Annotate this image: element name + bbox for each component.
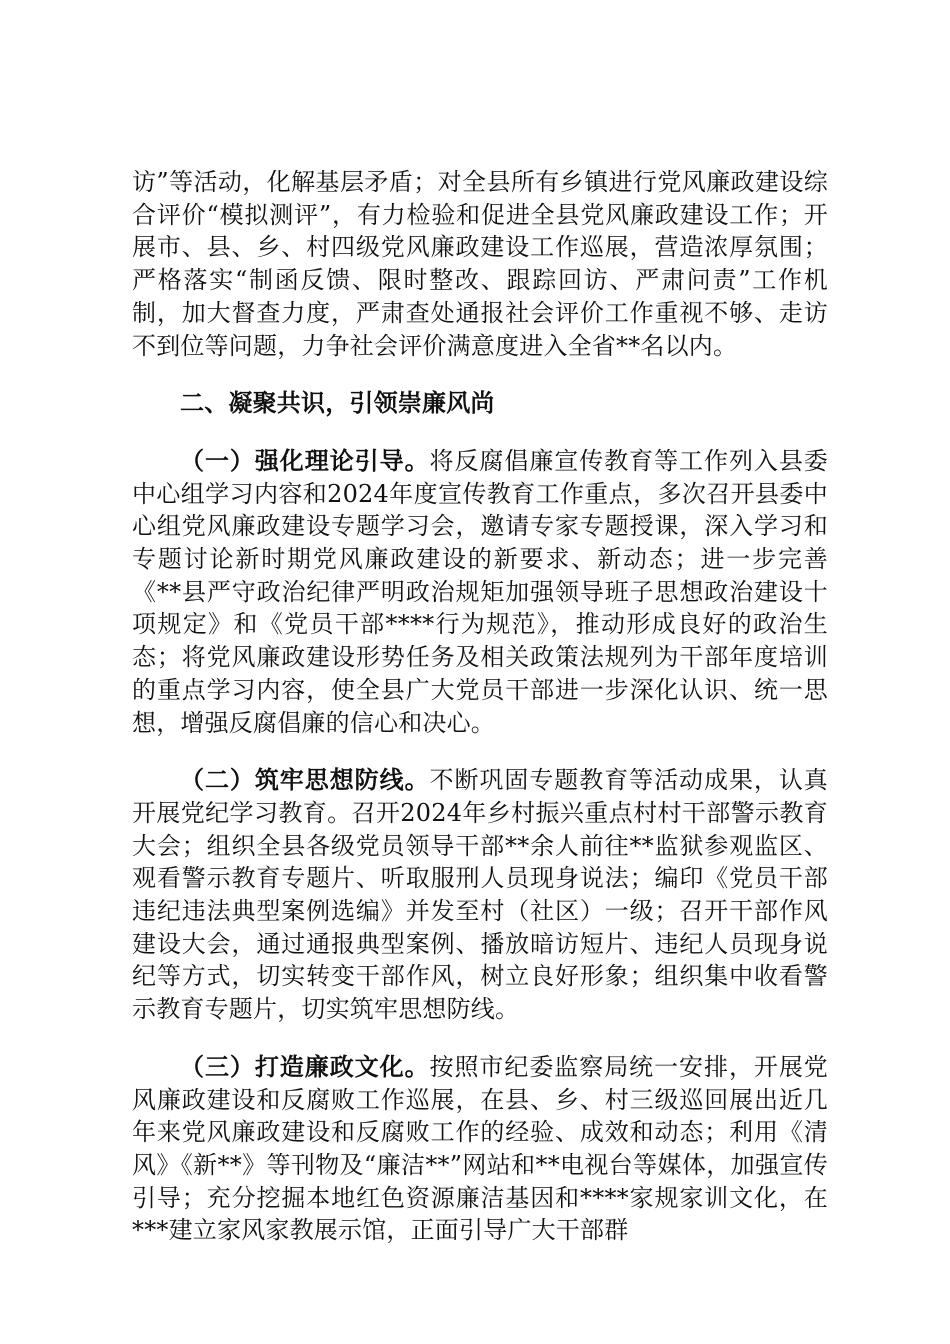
subsection-body-3: 按照市纪委监察局统一安排，开展党风廉政建设和反腐败工作巡展，在县、乡、村三级巡回展出近几年来党风廉政建设和反腐败工作的经验、成效和动态；利用《清风》《新**》等刊物及“廉洁**”网站和**电视台等媒体，加强宣传引导；充分挖掘本地红色资源廉洁基因和****家规家训文化，在***建立家风家教展示馆，正面引导广大干部群: [132, 1052, 829, 1245]
paragraph-gap: [132, 420, 828, 445]
subsection-body-1: 将反腐倡廉宣传教育等工作列入县委中心组学习内容和2024年度宣传教育工作重点，多次召开县委中心组党风廉政建设专题学习会，邀请专家专题授课，深入学习和专题讨论新时期党风廉政建设的新要求、新动态；进一步完善《**县严守政治纪律严明政治规矩加强领导班子思想政治建设十项规定》和《党员干部****行为规范》，推动形成良好的政治生态；将党风廉政建设形势任务及相关政策法规列为干部年度培训的重点学习内容，使全县广大党员干部进一步深化认识、统一思想，增强反腐倡廉的信心和决心。: [132, 446, 829, 737]
paragraph-gap: [132, 362, 828, 387]
document-body: [132, 166, 828, 1247]
subsection-title-2: （二）筑牢思想防线。: [180, 765, 430, 795]
section-heading: 二、凝聚共识，引领崇廉风尚: [180, 388, 495, 418]
subsection-paragraph-1: [132, 445, 828, 739]
paragraph-gap: [132, 739, 828, 764]
paragraph-gap: [132, 1026, 828, 1051]
subsection-title-1: （一）强化理论引导。: [180, 445, 430, 475]
subsection-paragraph-2: [132, 764, 828, 1026]
subsection-body-2: 不断巩固专题教育等活动成果，认真开展党纪学习教育。召开2024年乡村振兴重点村村干部警示教育大会；组织全县各级党员领导干部**余人前往**监狱参观监区、观看警示教育专题片、听取服刑人员现身说法；编印《党员干部违纪违法典型案例选编》并发至村（社区）一级；召开干部作风建设大会，通过通报典型案例、播放暗访短片、违纪人员现身说纪等方式，切实转变干部作风，树立良好形象；组织集中收看警示教育专题片，切实筑牢思想防线。: [132, 766, 829, 1024]
subsection-paragraph-3: [132, 1051, 828, 1247]
paragraph-continued: 访”等活动，化解基层矛盾；对全县所有乡镇进行党风廉政建设综合评价“模拟测评”，有力检验和促进全县党风廉政建设工作；开展市、县、乡、村四级党风廉政建设工作巡展，营造浓厚氛围；严格落实“制函反馈、限时整改、跟踪回访、严肃问责”工作机制，加大督查力度，严肃查处通报社会评价工作重视不够、走访不到位等问题，力争社会评价满意度进入全省**名以内。: [132, 168, 828, 360]
subsection-title-3: （三）打造廉政文化。: [180, 1051, 430, 1081]
